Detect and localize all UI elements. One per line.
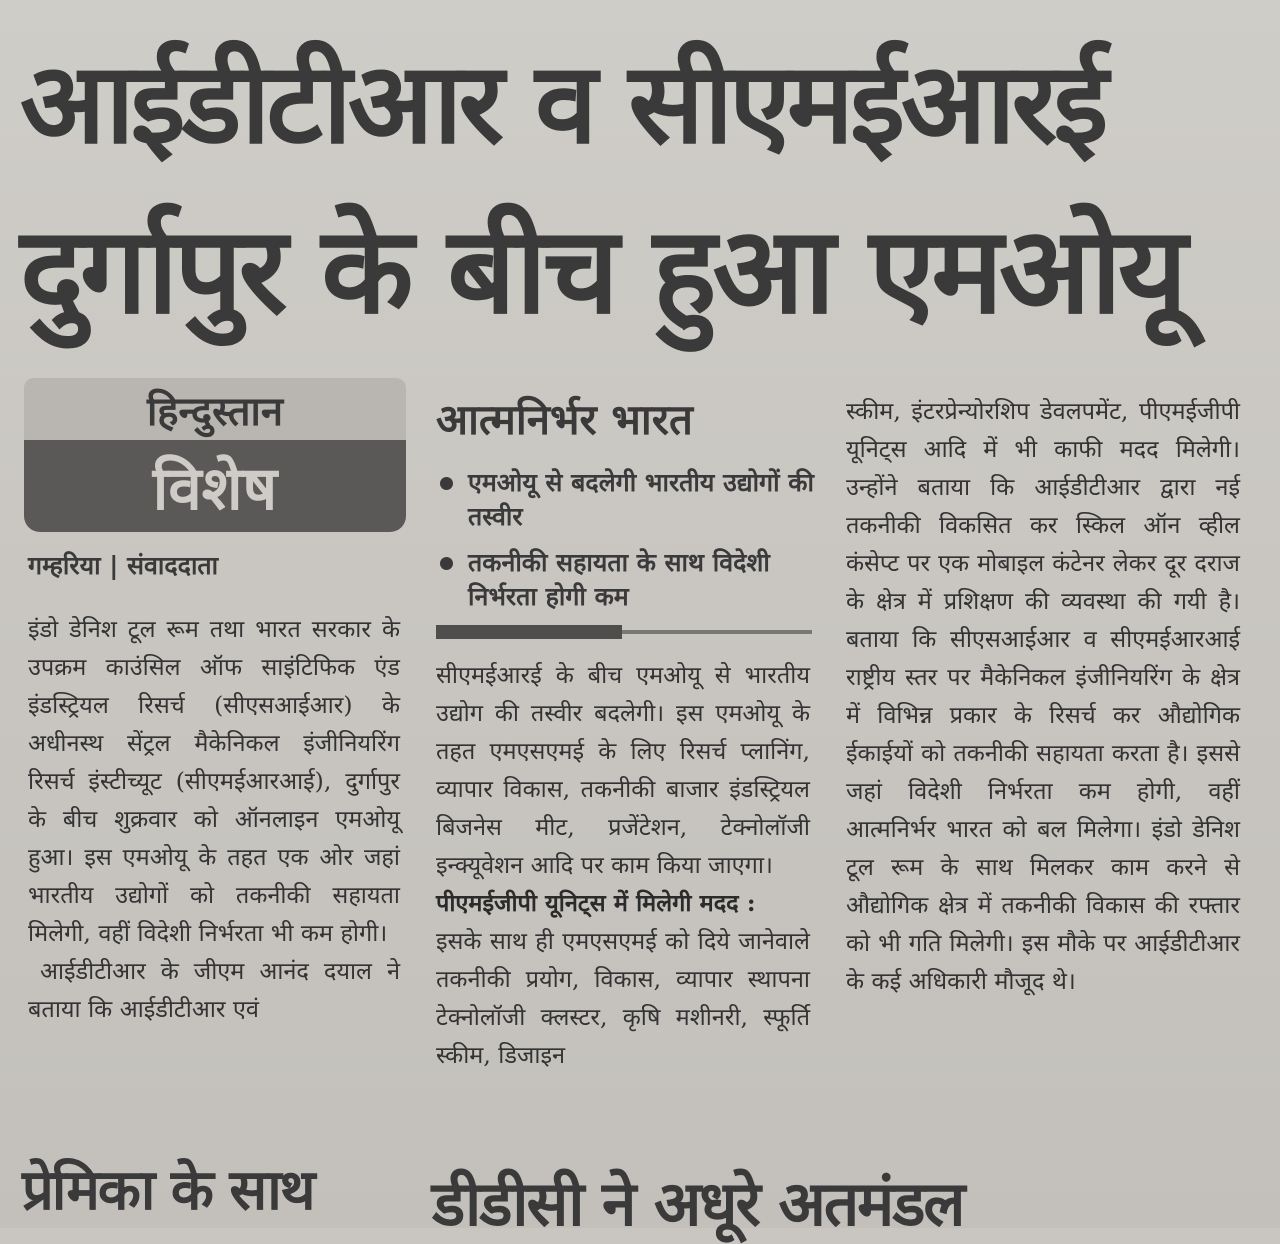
col1-paragraph-2: आईडीटीआर के जीएम आनंद दयाल ने बताया कि आईडीटीआर एवं <box>28 957 400 1023</box>
next-headline-right: डीडीसी ने अधूरे अतमंडल <box>432 1167 964 1240</box>
headline-line-1: आईडीटीआर व सीएमईआरई <box>20 39 1105 169</box>
article-column-2 <box>436 656 810 1074</box>
bullet-text: एमओयू से बदलेगी भारतीय उद्योगों की तस्वीर <box>468 468 814 531</box>
col2-paragraph-2: इसके साथ ही एमएसएमई को दिये जानेवाले तकनीकी प्रयोग, विकास, व्यापार स्थापना टेक्नोलॉजी क्लस्टर, कृषि मशीनरी, स्फूर्ति स्कीम, डिजाइन <box>436 927 810 1069</box>
headline-line-2: दुर्गापुर के बीच हुआ एमओयू <box>20 202 1184 341</box>
badge-special-label: विशेष <box>24 440 406 532</box>
special-badge <box>24 378 406 532</box>
badge-publication-name: हिन्दुस्तान <box>24 378 406 440</box>
divider-bar <box>436 625 622 639</box>
article-column-3 <box>846 392 1240 1000</box>
bullet-text: तकनीकी सहायता के साथ विदेशी निर्भरता होगी कम <box>468 548 770 611</box>
bullet-item <box>436 466 816 534</box>
sidebar-bullets <box>436 466 816 626</box>
bullet-dot-icon <box>440 477 453 490</box>
article-column-1 <box>28 610 400 1028</box>
col2-subhead: पीएमईजीपी यूनिट्स में मिलेगी मदद : <box>436 889 756 917</box>
col1-paragraph-1: इंडो डेनिश टूल रूम तथा भारत सरकार के उपक्रम काउंसिल ऑफ साइंटिफिक एंड इंडस्ट्रियल रिसर्च (सीएसआईआर) के अधीनस्थ सेंट्रल मैकेनिकल इंजीनियरिंग रिसर्च इंस्टीच्यूट (सीएमईआरआई), दुर्गापुर के बीच शुक्रवार को ऑनलाइन एमओयू हुआ। इस एमओयू के तहत एक ओर जहां भारतीय उद्योगों को तकनीकी सहायता मिलेगी, वहीं विदेशी निर्भरता भी कम होगी। <box>28 615 400 947</box>
byline: गम्हरिया | संवाददाता <box>28 551 219 580</box>
bullet-dot-icon <box>440 557 453 570</box>
bullet-item <box>436 546 816 614</box>
col2-paragraph-1: सीएमईआरई के बीच एमओयू से भारतीय उद्योग की तस्वीर बदलेगी। इस एमओयू के तहत एमएसएमई के लिए रिसर्च प्लानिंग, व्यापार विकास, तकनीकी बाजार इंडस्ट्रियल बिजनेस मीट, प्रजेंटेशन, टेक्नोलॉजी इन्क्यूवेशन आदि पर काम किया जाएगा। <box>436 661 810 879</box>
sidebar-title: आत्मनिर्भर भारत <box>436 395 693 444</box>
next-headline-left: प्रेमिका के साथ <box>22 1157 314 1223</box>
col3-paragraph-1: स्कीम, इंटरप्रेन्योरशिप डेवलपमेंट, पीएमईजीपी यूनिट्स आदि में भी काफी मदद मिलेगी। उन्होंने बताया कि आईडीटीआर द्वारा नई तकनीकी विकसित कर स्किल ऑन व्हील कंसेप्ट पर एक मोबाइल कंटेनर लेकर दूर दराज के क्षेत्र में प्रशिक्षण की व्यवस्था की गयी है। बताया कि सीएसआईआर व सीएमईआरआई राष्ट्रीय स्तर पर मैकेनिकल इंजीनियरिंग के क्षेत्र में विभिन्न प्रकार के रिसर्च कर औद्योगिक ईकाईयों को तकनीकी सहायता करता है। इससे जहां विदेशी निर्भरता कम होगी, वहीं आत्मनिर्भर भारत को बल मिलेगा। इंडो डेनिश टूल रूम के साथ मिलकर काम करने से औद्योगिक क्षेत्र में तकनीकी विकास की रफ्तार को भी गति मिलेगी। इस मौके पर आईडीटीआर के कई अधिकारी मौजूद थे। <box>846 397 1240 995</box>
